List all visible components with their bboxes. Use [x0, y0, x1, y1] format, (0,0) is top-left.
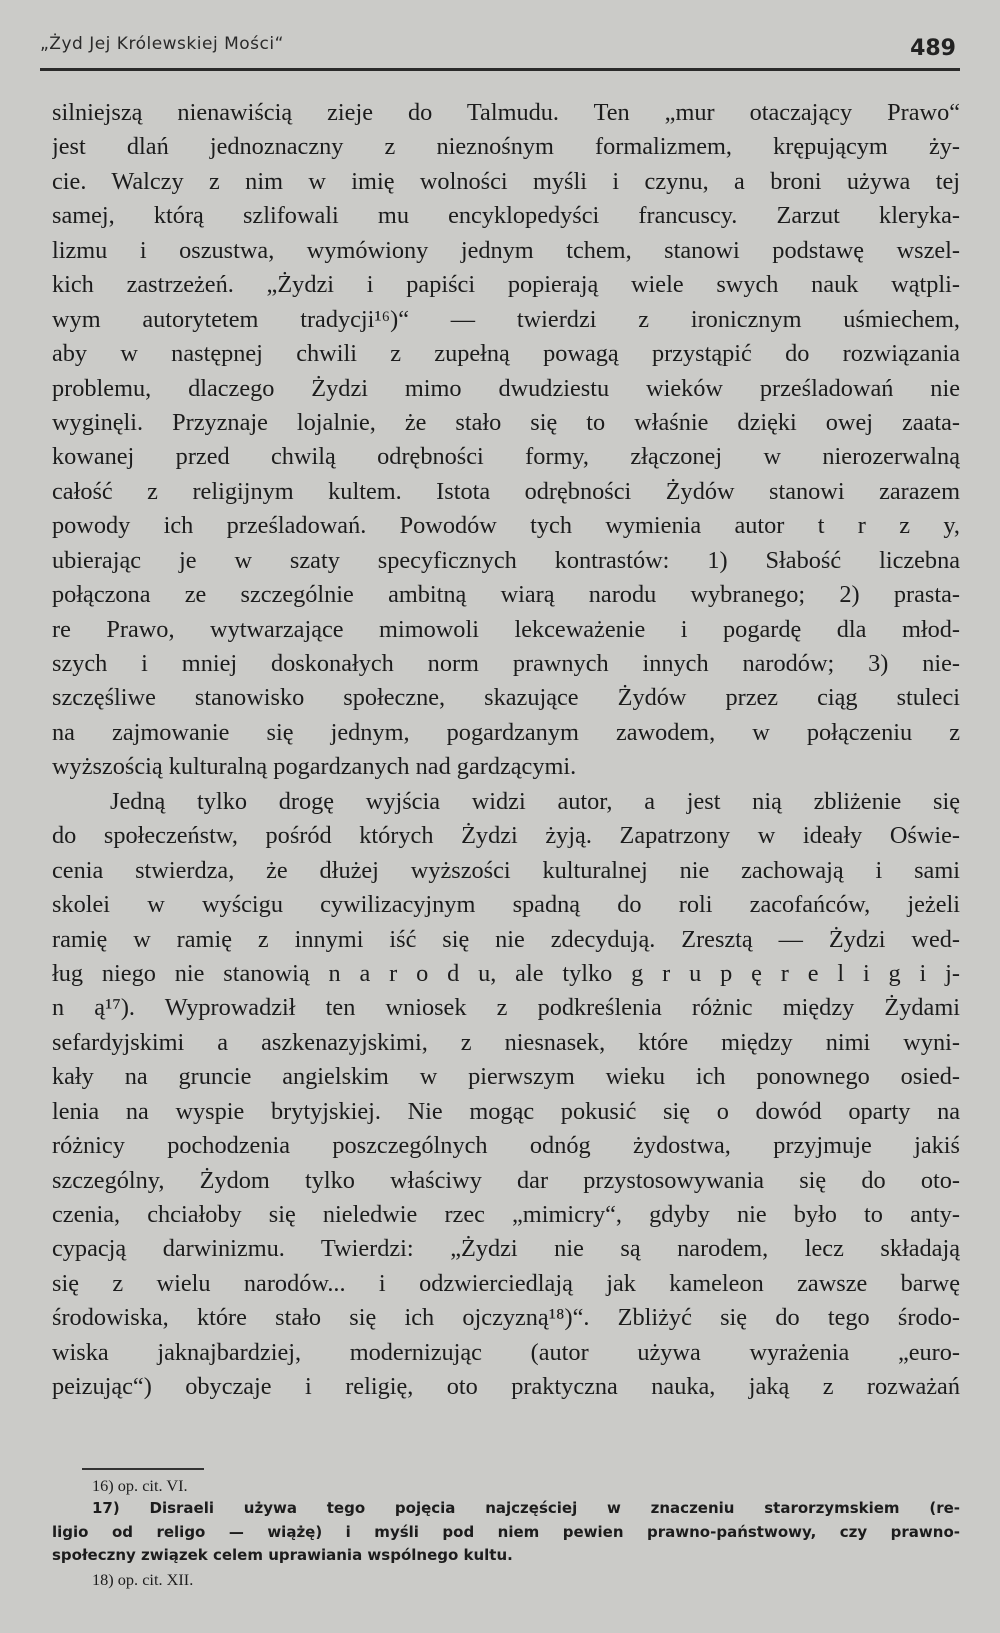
text-line: kały na gruncie angielskim w pierwszym wieku ich ponownego osied- [52, 1063, 960, 1091]
text-line: wym autorytetem tradycji¹⁶)“ — twierdzi z ironicznym uśmiechem, [52, 305, 960, 333]
page-header [40, 30, 960, 70]
text-line: ług niego nie stanowią n a r o d u, ale tylko g r u p ę r e l i g i j- [52, 959, 960, 987]
footnotes [52, 1474, 960, 1591]
page-number: 489 [910, 36, 956, 61]
footnote-18: 18) op. cit. XII. [92, 1569, 194, 1589]
text-line: re Prawo, wytwarzające mimowoli lekceważenie i pogardę dla młod- [52, 615, 960, 643]
text-line: kowanej przed chwilą odrębności formy, złączonej w nierozerwalną [52, 443, 960, 471]
text-line: Jedną tylko drogę wyjścia widzi autor, a jest nią zbliżenie się [110, 787, 960, 815]
text-line: się z wielu narodów... i odzwierciedlają jak kameleon zawsze barwę [52, 1269, 960, 1297]
text-line: jest dlań jednoznaczny z nieznośnym formalizmem, krępującym ży- [52, 133, 960, 161]
footnote-17-line: ligio od religo — wiążę) i myśli pod niem pewien prawno-państwowy, czy prawno- [52, 1522, 960, 1541]
text-line: aby w następnej chwili z zupełną powagą przystąpić do rozwiązania [52, 340, 960, 368]
text-line: silniejszą nienawiścią zieje do Talmudu. Ten „mur otaczający Prawo“ [52, 99, 960, 126]
text-line: szczęśliwe stanowisko społeczne, skazujące Żydów przez ciąg stuleci [52, 684, 960, 712]
running-title: „Żyd Jej Królewskiej Mości“ [40, 34, 284, 54]
text-line: połączona ze szczególnie ambitną wiarą narodu wybranego; 2) prasta- [52, 581, 960, 609]
text-line: lizmu i oszustwa, wymówiony jednym tchem, stanowi podstawę wszel- [52, 236, 960, 264]
text-line: czenia, chciałoby się nieledwie rzec „mimicry“, gdyby nie było to anty- [52, 1201, 960, 1228]
text-line: wiska jaknajbardziej, modernizując (autor używa wyrażenia „euro- [52, 1338, 960, 1366]
text-line: problemu, dlaczego Żydzi mimo dwudziestu wieków prześladowań nie [52, 374, 960, 402]
text-line: sefardyjskimi a aszkenazyjskimi, z niesnasek, które między nimi wyni- [52, 1028, 960, 1056]
text-line: kich zastrzeżeń. „Żydzi i papiści popierają wiele swych nauk wątpli- [52, 271, 960, 299]
header-rule [40, 68, 960, 71]
text-line: ramię w ramię z innymi iść się nie zdecydują. Zresztą — Żydzi wed- [52, 925, 960, 953]
text-line: środowiska, które stało się ich ojczyzną¹⁸)“. Zbliżyć się do tego środo- [52, 1304, 960, 1332]
body-text [52, 96, 960, 1405]
text-line: wyginęli. Przyznaje lojalnie, że stało się to właśnie dzięki owej zaata- [52, 408, 960, 436]
text-line: ubierając je w szaty specyficznych kontrastów: 1) Słabość liczebna [52, 546, 960, 574]
text-line: szczególny, Żydom tylko właściwy dar przystosowywania się do oto- [52, 1166, 960, 1194]
text-line: całość z religijnym kultem. Istota odrębności Żydów stanowi zarazem [52, 477, 960, 505]
text-line: do społeczeństw, pośród których Żydzi żyją. Zapatrzony w ideały Oświe- [52, 822, 960, 850]
text-line: samej, którą szlifowali mu encyklopedyści francuscy. Zarzut kleryka- [52, 202, 960, 230]
text-line: peizując“) obyczaje i religię, oto praktyczna nauka, jaką z rozważań [52, 1373, 960, 1401]
text-line: szych i mniej doskonałych norm prawnych innych narodów; 3) nie- [52, 650, 960, 677]
text-line: cie. Walczy z nim w imię wolności myśli i czynu, a broni używa tej [52, 167, 960, 195]
footnote-17-line: 17) Disraeli używa tego pojęcia najczęściej w znaczeniu starorzymskiem (re- [92, 1499, 960, 1518]
footnote-16: 16) op. cit. VI. [92, 1476, 188, 1495]
footnote-17-line: społeczny związek celem uprawiania wspólnego kultu. [52, 1546, 513, 1565]
footnote-rule [82, 1468, 204, 1470]
text-line: różnicy pochodzenia poszczególnych odnóg żydostwa, przyjmuje jakiś [52, 1132, 960, 1160]
text-line: lenia na wyspie brytyjskiej. Nie mogąc pokusić się o dowód oparty na [52, 1097, 960, 1125]
text-line: na zajmowanie się jednym, pogardzanym zawodem, w połączeniu z [52, 718, 960, 746]
text-line: n ą¹⁷). Wyprowadził ten wniosek z podkreślenia różnic między Żydami [52, 994, 960, 1022]
text-line: powody ich prześladowań. Powodów tych wymienia autor t r z y, [52, 512, 960, 540]
text-line: skolei w wyścigu cywilizacyjnym spadną do roli zacofańców, jeżeli [52, 891, 960, 919]
text-line: cypacją darwinizmu. Twierdzi: „Żydzi nie są narodem, lecz składają [52, 1235, 960, 1263]
text-line: cenia stwierdza, że dłużej wyższości kulturalnej nie zachowają i sami [52, 856, 960, 884]
text-line: wyższością kulturalną pogardzanych nad gardzącymi. [52, 753, 577, 781]
